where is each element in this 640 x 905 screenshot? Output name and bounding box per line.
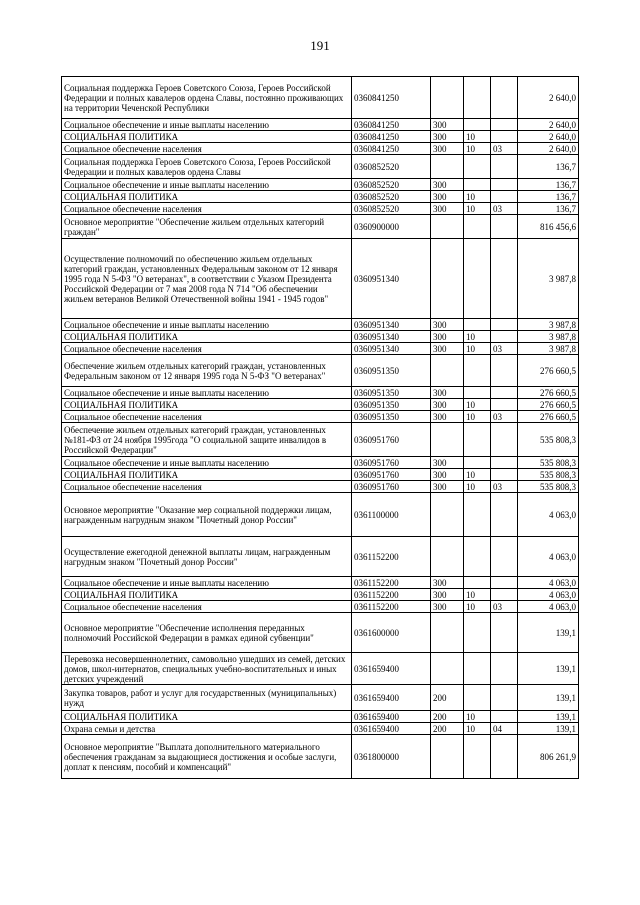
sum-cell: 136,7 — [518, 179, 579, 191]
vr-cell — [431, 613, 464, 653]
sum-cell: 2 640,0 — [518, 77, 579, 119]
row-name-cell: Социальная поддержка Героев Советского Союза, Героев Российской Федерации и полных кавалеров ордена Славы, постоянно проживающих на территории Чеченской Республики — [62, 77, 352, 119]
table-row — [62, 119, 579, 131]
table-row — [62, 355, 579, 387]
table-row — [62, 131, 579, 143]
sum-cell: 816 456,6 — [518, 215, 579, 239]
vr-cell: 300 — [431, 191, 464, 203]
csr-cell: 0360852520 — [352, 179, 431, 191]
table-row — [62, 77, 579, 119]
rz-cell: 10 — [464, 589, 491, 601]
row-name-cell: Осуществление ежегодной денежной выплаты лицам, награжденным нагрудным знаком "Почетный донор России" — [62, 537, 352, 577]
pr-cell — [491, 331, 518, 343]
pr-cell — [491, 387, 518, 399]
rz-cell: 10 — [464, 469, 491, 481]
sum-cell: 535 808,3 — [518, 469, 579, 481]
csr-cell: 0360951340 — [352, 239, 431, 319]
vr-cell: 300 — [431, 589, 464, 601]
pr-cell: 03 — [491, 481, 518, 493]
rz-cell — [464, 215, 491, 239]
pr-cell: 04 — [491, 723, 518, 735]
row-name-cell: СОЦИАЛЬНАЯ ПОЛИТИКА — [62, 131, 352, 143]
table-row — [62, 143, 579, 155]
vr-cell — [431, 215, 464, 239]
sum-cell: 276 660,5 — [518, 411, 579, 423]
pr-cell — [491, 319, 518, 331]
pr-cell — [491, 77, 518, 119]
row-name-cell: Охрана семьи и детства — [62, 723, 352, 735]
sum-cell: 4 063,0 — [518, 601, 579, 613]
rz-cell — [464, 685, 491, 711]
vr-cell: 300 — [431, 577, 464, 589]
csr-cell: 0360841250 — [352, 119, 431, 131]
sum-cell: 3 987,8 — [518, 331, 579, 343]
vr-cell — [431, 423, 464, 457]
table-row — [62, 155, 579, 179]
pr-cell: 03 — [491, 143, 518, 155]
row-name-cell: Обеспечение жильем отдельных категорий граждан, установленных Федеральным законом от 12 января 1995 года N 5-ФЗ "О ветеранах" — [62, 355, 352, 387]
vr-cell — [431, 355, 464, 387]
vr-cell — [431, 155, 464, 179]
sum-cell: 806 261,9 — [518, 735, 579, 779]
vr-cell: 300 — [431, 399, 464, 411]
table-row — [62, 423, 579, 457]
row-name-cell: Закупка товаров, работ и услуг для государственных (муниципальных) нужд — [62, 685, 352, 711]
sum-cell: 136,7 — [518, 203, 579, 215]
sum-cell: 139,1 — [518, 613, 579, 653]
sum-cell: 139,1 — [518, 723, 579, 735]
pr-cell — [491, 653, 518, 685]
rz-cell — [464, 387, 491, 399]
rz-cell — [464, 119, 491, 131]
rz-cell — [464, 179, 491, 191]
table-row — [62, 601, 579, 613]
rz-cell: 10 — [464, 411, 491, 423]
sum-cell: 4 063,0 — [518, 493, 579, 537]
sum-cell: 139,1 — [518, 711, 579, 723]
table-row — [62, 493, 579, 537]
pr-cell: 03 — [491, 411, 518, 423]
csr-cell: 0360951350 — [352, 387, 431, 399]
csr-cell: 0360951350 — [352, 355, 431, 387]
table-row — [62, 343, 579, 355]
vr-cell — [431, 735, 464, 779]
csr-cell: 0360951760 — [352, 481, 431, 493]
table-row — [62, 735, 579, 779]
table-row — [62, 723, 579, 735]
rz-cell: 10 — [464, 601, 491, 613]
sum-cell: 535 808,3 — [518, 423, 579, 457]
csr-cell: 0361800000 — [352, 735, 431, 779]
rz-cell: 10 — [464, 131, 491, 143]
table-row — [62, 457, 579, 469]
rz-cell — [464, 577, 491, 589]
row-name-cell: СОЦИАЛЬНАЯ ПОЛИТИКА — [62, 399, 352, 411]
csr-cell: 0360951350 — [352, 399, 431, 411]
row-name-cell: Основное мероприятие "Обеспечение исполнения переданных полномочий Российской Федерации в рамках единой субвенции" — [62, 613, 352, 653]
csr-cell: 0360951760 — [352, 423, 431, 457]
table-row — [62, 481, 579, 493]
vr-cell: 300 — [431, 143, 464, 155]
pr-cell — [491, 711, 518, 723]
pr-cell — [491, 457, 518, 469]
table-row — [62, 685, 579, 711]
vr-cell: 200 — [431, 711, 464, 723]
sum-cell: 276 660,5 — [518, 399, 579, 411]
table-row — [62, 537, 579, 577]
table-row — [62, 203, 579, 215]
rz-cell: 10 — [464, 331, 491, 343]
rz-cell: 10 — [464, 723, 491, 735]
table-row — [62, 613, 579, 653]
pr-cell — [491, 613, 518, 653]
sum-cell: 136,7 — [518, 155, 579, 179]
row-name-cell: СОЦИАЛЬНАЯ ПОЛИТИКА — [62, 589, 352, 601]
sum-cell: 3 987,8 — [518, 343, 579, 355]
pr-cell — [491, 399, 518, 411]
pr-cell — [491, 537, 518, 577]
vr-cell — [431, 493, 464, 537]
sum-cell: 535 808,3 — [518, 457, 579, 469]
table-row — [62, 387, 579, 399]
pr-cell — [491, 155, 518, 179]
csr-cell: 0361659400 — [352, 685, 431, 711]
pr-cell — [491, 179, 518, 191]
vr-cell: 300 — [431, 343, 464, 355]
csr-cell: 0361659400 — [352, 653, 431, 685]
sum-cell: 2 640,0 — [518, 143, 579, 155]
csr-cell: 0361659400 — [352, 711, 431, 723]
sum-cell: 2 640,0 — [518, 131, 579, 143]
csr-cell: 0360951340 — [352, 343, 431, 355]
vr-cell: 300 — [431, 179, 464, 191]
pr-cell — [491, 589, 518, 601]
pr-cell: 03 — [491, 203, 518, 215]
row-name-cell: Основное мероприятие "Обеспечение жильем отдельных категорий граждан" — [62, 215, 352, 239]
row-name-cell: СОЦИАЛЬНАЯ ПОЛИТИКА — [62, 191, 352, 203]
sum-cell: 276 660,5 — [518, 355, 579, 387]
table-row — [62, 711, 579, 723]
rz-cell — [464, 239, 491, 319]
vr-cell: 300 — [431, 481, 464, 493]
vr-cell: 300 — [431, 469, 464, 481]
sum-cell: 4 063,0 — [518, 589, 579, 601]
row-name-cell: Социальное обеспечение населения — [62, 203, 352, 215]
row-name-cell: Обеспечение жильем отдельных категорий граждан, установленных №181-ФЗ от 24 ноября 1995года "О социальной защите инвалидов в Российской Федерации" — [62, 423, 352, 457]
vr-cell: 300 — [431, 131, 464, 143]
row-name-cell: Социальное обеспечение населения — [62, 411, 352, 423]
vr-cell: 200 — [431, 685, 464, 711]
row-name-cell: Социальное обеспечение населения — [62, 143, 352, 155]
sum-cell: 276 660,5 — [518, 387, 579, 399]
pr-cell: 03 — [491, 343, 518, 355]
sum-cell: 4 063,0 — [518, 577, 579, 589]
table-row — [62, 653, 579, 685]
page-number: 191 — [310, 38, 330, 53]
csr-cell: 0361659400 — [352, 723, 431, 735]
pr-cell — [491, 239, 518, 319]
row-name-cell: Социальное обеспечение населения — [62, 343, 352, 355]
vr-cell: 300 — [431, 203, 464, 215]
sum-cell: 139,1 — [518, 653, 579, 685]
row-name-cell: Основное мероприятие "Оказание мер социальной поддержки лицам, награжденным нагрудным знаком "Почетный донор России" — [62, 493, 352, 537]
row-name-cell: Социальная поддержка Героев Советского Союза, Героев Российской Федерации и полных кавалеров ордена Славы — [62, 155, 352, 179]
vr-cell: 200 — [431, 723, 464, 735]
pr-cell — [491, 469, 518, 481]
rz-cell: 10 — [464, 143, 491, 155]
csr-cell: 0361152200 — [352, 577, 431, 589]
csr-cell: 0361100000 — [352, 493, 431, 537]
vr-cell: 300 — [431, 119, 464, 131]
vr-cell: 300 — [431, 601, 464, 613]
pr-cell — [491, 131, 518, 143]
csr-cell: 0361152200 — [352, 589, 431, 601]
table-row — [62, 411, 579, 423]
rz-cell — [464, 735, 491, 779]
row-name-cell: Социальное обеспечение и иные выплаты населению — [62, 119, 352, 131]
table-row — [62, 469, 579, 481]
rz-cell — [464, 537, 491, 577]
row-name-cell: СОЦИАЛЬНАЯ ПОЛИТИКА — [62, 469, 352, 481]
table-row — [62, 331, 579, 343]
rz-cell — [464, 155, 491, 179]
csr-cell: 0360852520 — [352, 155, 431, 179]
budget-table — [61, 76, 579, 779]
pr-cell — [491, 577, 518, 589]
rz-cell: 10 — [464, 203, 491, 215]
row-name-cell: Социальное обеспечение населения — [62, 601, 352, 613]
table-row — [62, 215, 579, 239]
pr-cell — [491, 119, 518, 131]
csr-cell: 0361600000 — [352, 613, 431, 653]
table-row — [62, 179, 579, 191]
row-name-cell: Социальное обеспечение и иные выплаты населению — [62, 319, 352, 331]
row-name-cell: Социальное обеспечение и иные выплаты населению — [62, 577, 352, 589]
rz-cell: 10 — [464, 191, 491, 203]
sum-cell: 4 063,0 — [518, 537, 579, 577]
row-name-cell: Социальное обеспечение и иные выплаты населению — [62, 179, 352, 191]
rz-cell: 10 — [464, 399, 491, 411]
row-name-cell: Социальное обеспечение и иные выплаты населению — [62, 387, 352, 399]
table-row — [62, 577, 579, 589]
sum-cell: 136,7 — [518, 191, 579, 203]
pr-cell — [491, 215, 518, 239]
pr-cell — [491, 423, 518, 457]
sum-cell: 3 987,8 — [518, 319, 579, 331]
vr-cell — [431, 239, 464, 319]
rz-cell: 10 — [464, 711, 491, 723]
rz-cell — [464, 653, 491, 685]
csr-cell: 0360841250 — [352, 143, 431, 155]
vr-cell: 300 — [431, 319, 464, 331]
pr-cell — [491, 493, 518, 537]
rz-cell — [464, 355, 491, 387]
rz-cell — [464, 319, 491, 331]
row-name-cell: Социальное обеспечение населения — [62, 481, 352, 493]
row-name-cell: СОЦИАЛЬНАЯ ПОЛИТИКА — [62, 331, 352, 343]
row-name-cell: СОЦИАЛЬНАЯ ПОЛИТИКА — [62, 711, 352, 723]
csr-cell: 0360951350 — [352, 411, 431, 423]
row-name-cell: Перевозка несовершеннолетних, самовольно ушедших из семей, детских домов, школ-интернатов, специальных учебно-воспитательных и иных детских учреждений — [62, 653, 352, 685]
pr-cell — [491, 355, 518, 387]
csr-cell: 0360951760 — [352, 457, 431, 469]
table-row — [62, 399, 579, 411]
table-row — [62, 589, 579, 601]
row-name-cell: Осуществление полномочий по обеспечению жильем отдельных категорий граждан, установленных Федеральным законом от 12 января 1995 года N 5-ФЗ "О ветеранах", в соответствии с Указом Президента Российской Федерации от 7 мая 2008 года N 714 "Об обеспечении жильем ветеранов Великой Отечественной войны 1941 - 1945 годов" — [62, 239, 352, 319]
csr-cell: 0360852520 — [352, 203, 431, 215]
sum-cell: 535 808,3 — [518, 481, 579, 493]
vr-cell: 300 — [431, 411, 464, 423]
rz-cell — [464, 457, 491, 469]
table-row — [62, 239, 579, 319]
pr-cell — [491, 735, 518, 779]
vr-cell: 300 — [431, 457, 464, 469]
csr-cell: 0360841250 — [352, 131, 431, 143]
table-row — [62, 191, 579, 203]
rz-cell: 10 — [464, 481, 491, 493]
csr-cell: 0360900000 — [352, 215, 431, 239]
vr-cell — [431, 537, 464, 577]
sum-cell: 2 640,0 — [518, 119, 579, 131]
vr-cell — [431, 653, 464, 685]
pr-cell — [491, 191, 518, 203]
rz-cell — [464, 77, 491, 119]
vr-cell: 300 — [431, 387, 464, 399]
pr-cell: 03 — [491, 601, 518, 613]
csr-cell: 0360951760 — [352, 469, 431, 481]
csr-cell: 0360951340 — [352, 319, 431, 331]
vr-cell: 300 — [431, 331, 464, 343]
rz-cell — [464, 493, 491, 537]
rz-cell — [464, 423, 491, 457]
pr-cell — [491, 685, 518, 711]
sum-cell: 139,1 — [518, 685, 579, 711]
csr-cell: 0360951340 — [352, 331, 431, 343]
table-body — [62, 77, 579, 779]
table-row — [62, 319, 579, 331]
csr-cell: 0360852520 — [352, 191, 431, 203]
csr-cell: 0361152200 — [352, 601, 431, 613]
csr-cell: 0361152200 — [352, 537, 431, 577]
rz-cell — [464, 613, 491, 653]
vr-cell — [431, 77, 464, 119]
row-name-cell: Социальное обеспечение и иные выплаты населению — [62, 457, 352, 469]
rz-cell: 10 — [464, 343, 491, 355]
row-name-cell: Основное мероприятие "Выплата дополнительного материального обеспечения гражданам за выдающиеся достижения и особые заслуги, доплат к пенсиям, пособий и компенсаций" — [62, 735, 352, 779]
sum-cell: 3 987,8 — [518, 239, 579, 319]
csr-cell: 0360841250 — [352, 77, 431, 119]
